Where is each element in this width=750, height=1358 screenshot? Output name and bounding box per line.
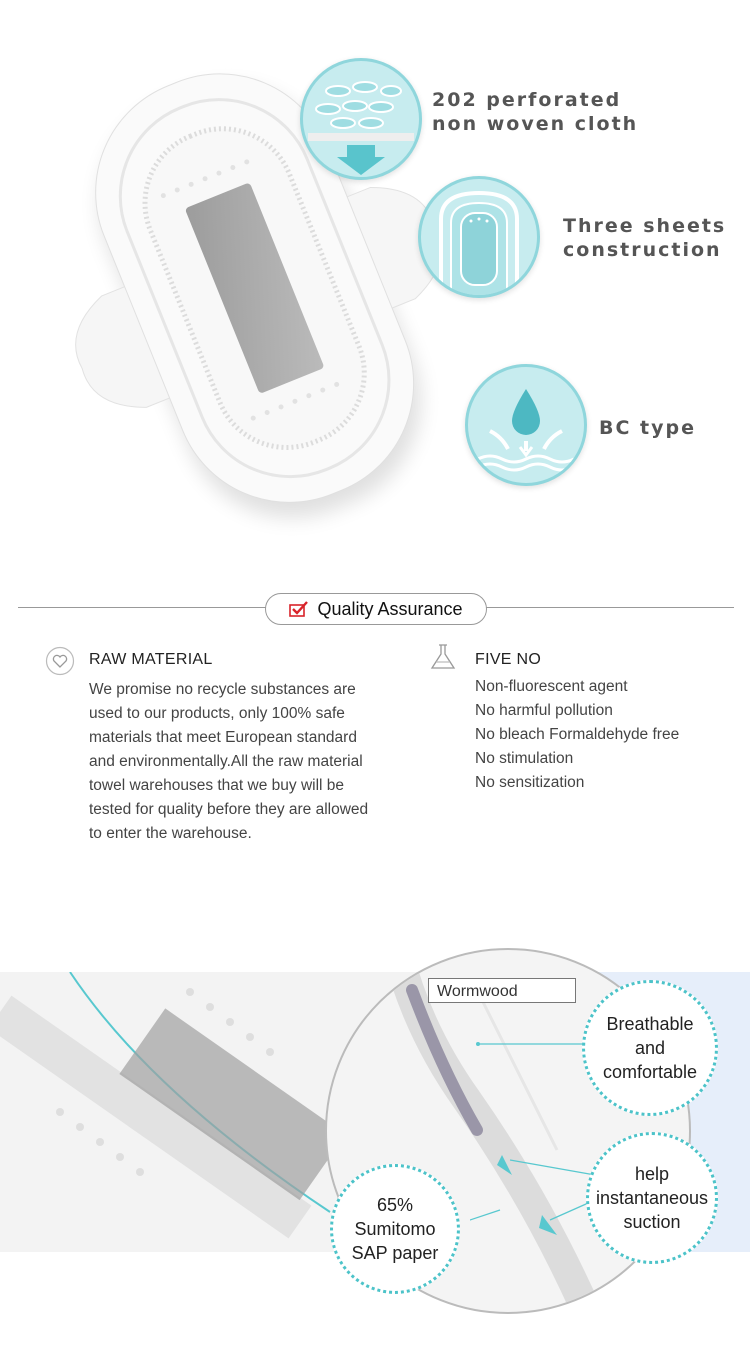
quality-assurance-title: Quality Assurance [317,598,463,619]
water-drop-icon [468,367,584,483]
sap-paper-callout [330,1164,460,1294]
sap-text-2: Sumitomo [354,1219,436,1239]
wormwood-label: Wormwood [428,978,576,1003]
sap-text-3: SAP paper [351,1243,439,1263]
list-item: Non-fluorescent agent [475,678,628,695]
three-sheets-icon [421,179,537,295]
feature-bc-type-label: BC type [599,417,696,439]
list-item: No sensitization [475,774,585,791]
raw-material-title: RAW MATERIAL [89,651,213,668]
list-item: No bleach Formaldehyde free [475,726,680,743]
sap-text-1: 65% [376,1195,413,1215]
breathable-text-2: and [634,1038,666,1058]
suction-text-2: instantaneous [595,1188,709,1208]
heart-icon [45,646,75,676]
perforated-cloth-circle [300,58,422,180]
suction-text-3: suction [623,1212,681,1232]
raw-material-body: We promise no recycle substances are used to our products, only 100% safe materials that meet European standard and environmentally.All the raw material towel warehouses that we buy will be tested for quality before they are allowed to enter the warehouse. [89,681,369,842]
five-no-list [475,675,679,795]
breathable-text-3: comfortable [602,1062,698,1082]
feature-three-sheets-label: Three sheets construction [563,215,727,261]
bc-type-circle [465,364,587,486]
checkmark-icon [289,601,309,617]
flask-icon [428,642,458,672]
suction-text-1: help [634,1164,670,1184]
breathable-callout [582,980,718,1116]
three-sheets-circle [418,176,540,298]
feature-perforated-label: 202 perforated non woven cloth [432,89,639,135]
list-item: No harmful pollution [475,702,613,719]
breathable-text-1: Breathable [606,1014,694,1034]
quality-assurance-badge [265,593,487,625]
five-no-title: FIVE NO [475,651,542,668]
perforated-cloth-icon [303,61,419,177]
list-item: No stimulation [475,750,574,767]
suction-callout [586,1132,718,1264]
